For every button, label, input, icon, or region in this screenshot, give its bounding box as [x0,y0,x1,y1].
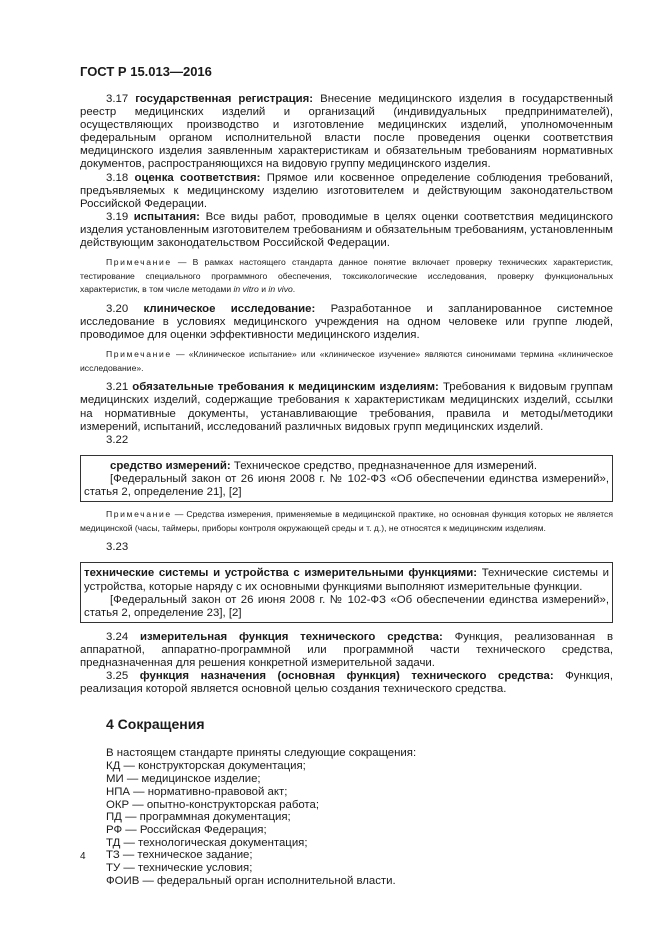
abbreviation-item: ТЗ — техническое задание; [106,849,253,862]
term-3-23-definition: технические системы и устройства с измерительными функциями: Технические системы и устройства, которые наряду с их основными функциями выполняют измерительные функции. [84,567,609,593]
note-3-22: Примечание — Средства измерения, применяемые в медицинской практике, но основная функция которых не является медицинской (часы, таймеры, приборы контроля окружающей среды и т. д.), не относятся к медицинским изделиям. [80,509,613,533]
term-3-22-number: 3.22 [106,433,129,446]
abbreviation-item: ФОИВ — федеральный орган исполнительной власти. [106,874,396,887]
term-3-20: 3.20 клиническое исследование: Разработанное и запланированное системное исследование в условиях медицинского учреждения на одном человеке или группе людей, проводимое для оценки эффективности медицинского изделия. [80,302,613,342]
page-number: 4 [80,851,86,862]
term-3-24: 3.24 измерительная функция технического средства: Функция, реализованная в аппаратной, аппаратно-программной или программной части технического средства, предназначенная для решения конкретной измерительной задачи. [80,630,613,669]
abbreviation-item: ТУ — технические условия; [106,862,253,875]
section-4-title: 4 Сокращения [106,716,205,733]
term-3-18: 3.18 оценка соответствия: Прямое или косвенное определение соблюдения требований, предъявляемых к медицинскому изделию изготовителем и действующим законодательством Российской Федерации. [80,171,614,210]
note-3-20: Примечание — «Клиническое испытание» или «клиническое изучение» являются синонимами термина «клиническое исследование». [80,349,613,373]
term-3-19: 3.19 испытания: Все виды работ, проводимые в целях оценки соответствия медицинского изделия установленным изготовителем требованиям и обязательным требованиям, установленным действующим законодательством Российской Федерации. [80,210,614,250]
term-3-22-box [80,455,613,502]
term-3-22-definition: средство измерений: Техническое средство, предназначенное для измерений. [110,459,538,472]
term-3-22-reference: [Федеральный закон от 26 июня 2008 г. № 102-ФЗ «Об обеспечении единства измерений», статья 2, определение 21], [2] [84,472,609,499]
abbreviation-item: РФ — Российская Федерация; [106,823,267,836]
abbreviation-item: МИ — медицинское изделие; [106,773,261,786]
abbreviation-item: ПД — программная документация; [106,811,291,824]
abbreviation-item: ТД — технологическая документация; [106,836,308,849]
page-header: ГОСТ Р 15.013—2016 [80,64,212,79]
term-3-21: 3.21 обязательные требования к медицинским изделиям: Требования к видовым группам медицинских изделий, содержащие требования к характеристикам медицинских изделий, ссылки на нормативные документы, устанавливающие требования, правила и методы/методики измерений, испытаний, исследований различных видовых групп медицинских изделий. [80,381,613,433]
term-3-23-reference: [Федеральный закон от 26 июня 2008 г. № 102-ФЗ «Об обеспечении единства измерений», статья 2, определение 23], [2] [84,593,609,619]
term-3-23-number: 3.23 [106,541,129,554]
abbreviation-item: КД — конструкторская документация; [106,760,306,773]
term-3-25: 3.25 функция назначения (основная функция) технического средства: Функция, реализация которой является основной целью создания технического средства. [80,670,613,696]
note-3-19: Примечание — В рамках настоящего стандарта данное понятие включает проверку технических характеристик, тестирование специального программного обеспечения, токсикологические исследования, проверку функциональных характеристик, в том числе методами in vitro и in vivo. [80,257,613,295]
abbreviation-item: ОКР — опытно-конструкторская работа; [106,798,320,811]
abbreviation-list [80,760,613,887]
document-body [80,93,613,887]
term-3-17: 3.17 государственная регистрация: Внесение медицинского изделия в государственный реестр медицинских изделий и организаций (индивидуальных предпринимателей), осуществляющих производство и изготовление медицинских изделий, уполномоченным федеральным органом исполнительной власти после проведения оценки соответствия медицинского изделия заявленным характеристикам и обязательным требованиям нормативных документов, распространяющихся на видовую группу медицинского изделия. [80,93,613,171]
section-4-intro: В настоящем стандарте приняты следующие сокращения: [106,747,417,760]
term-3-23-box [80,562,613,622]
abbreviation-item: НПА — нормативно-правовой акт; [106,785,288,798]
